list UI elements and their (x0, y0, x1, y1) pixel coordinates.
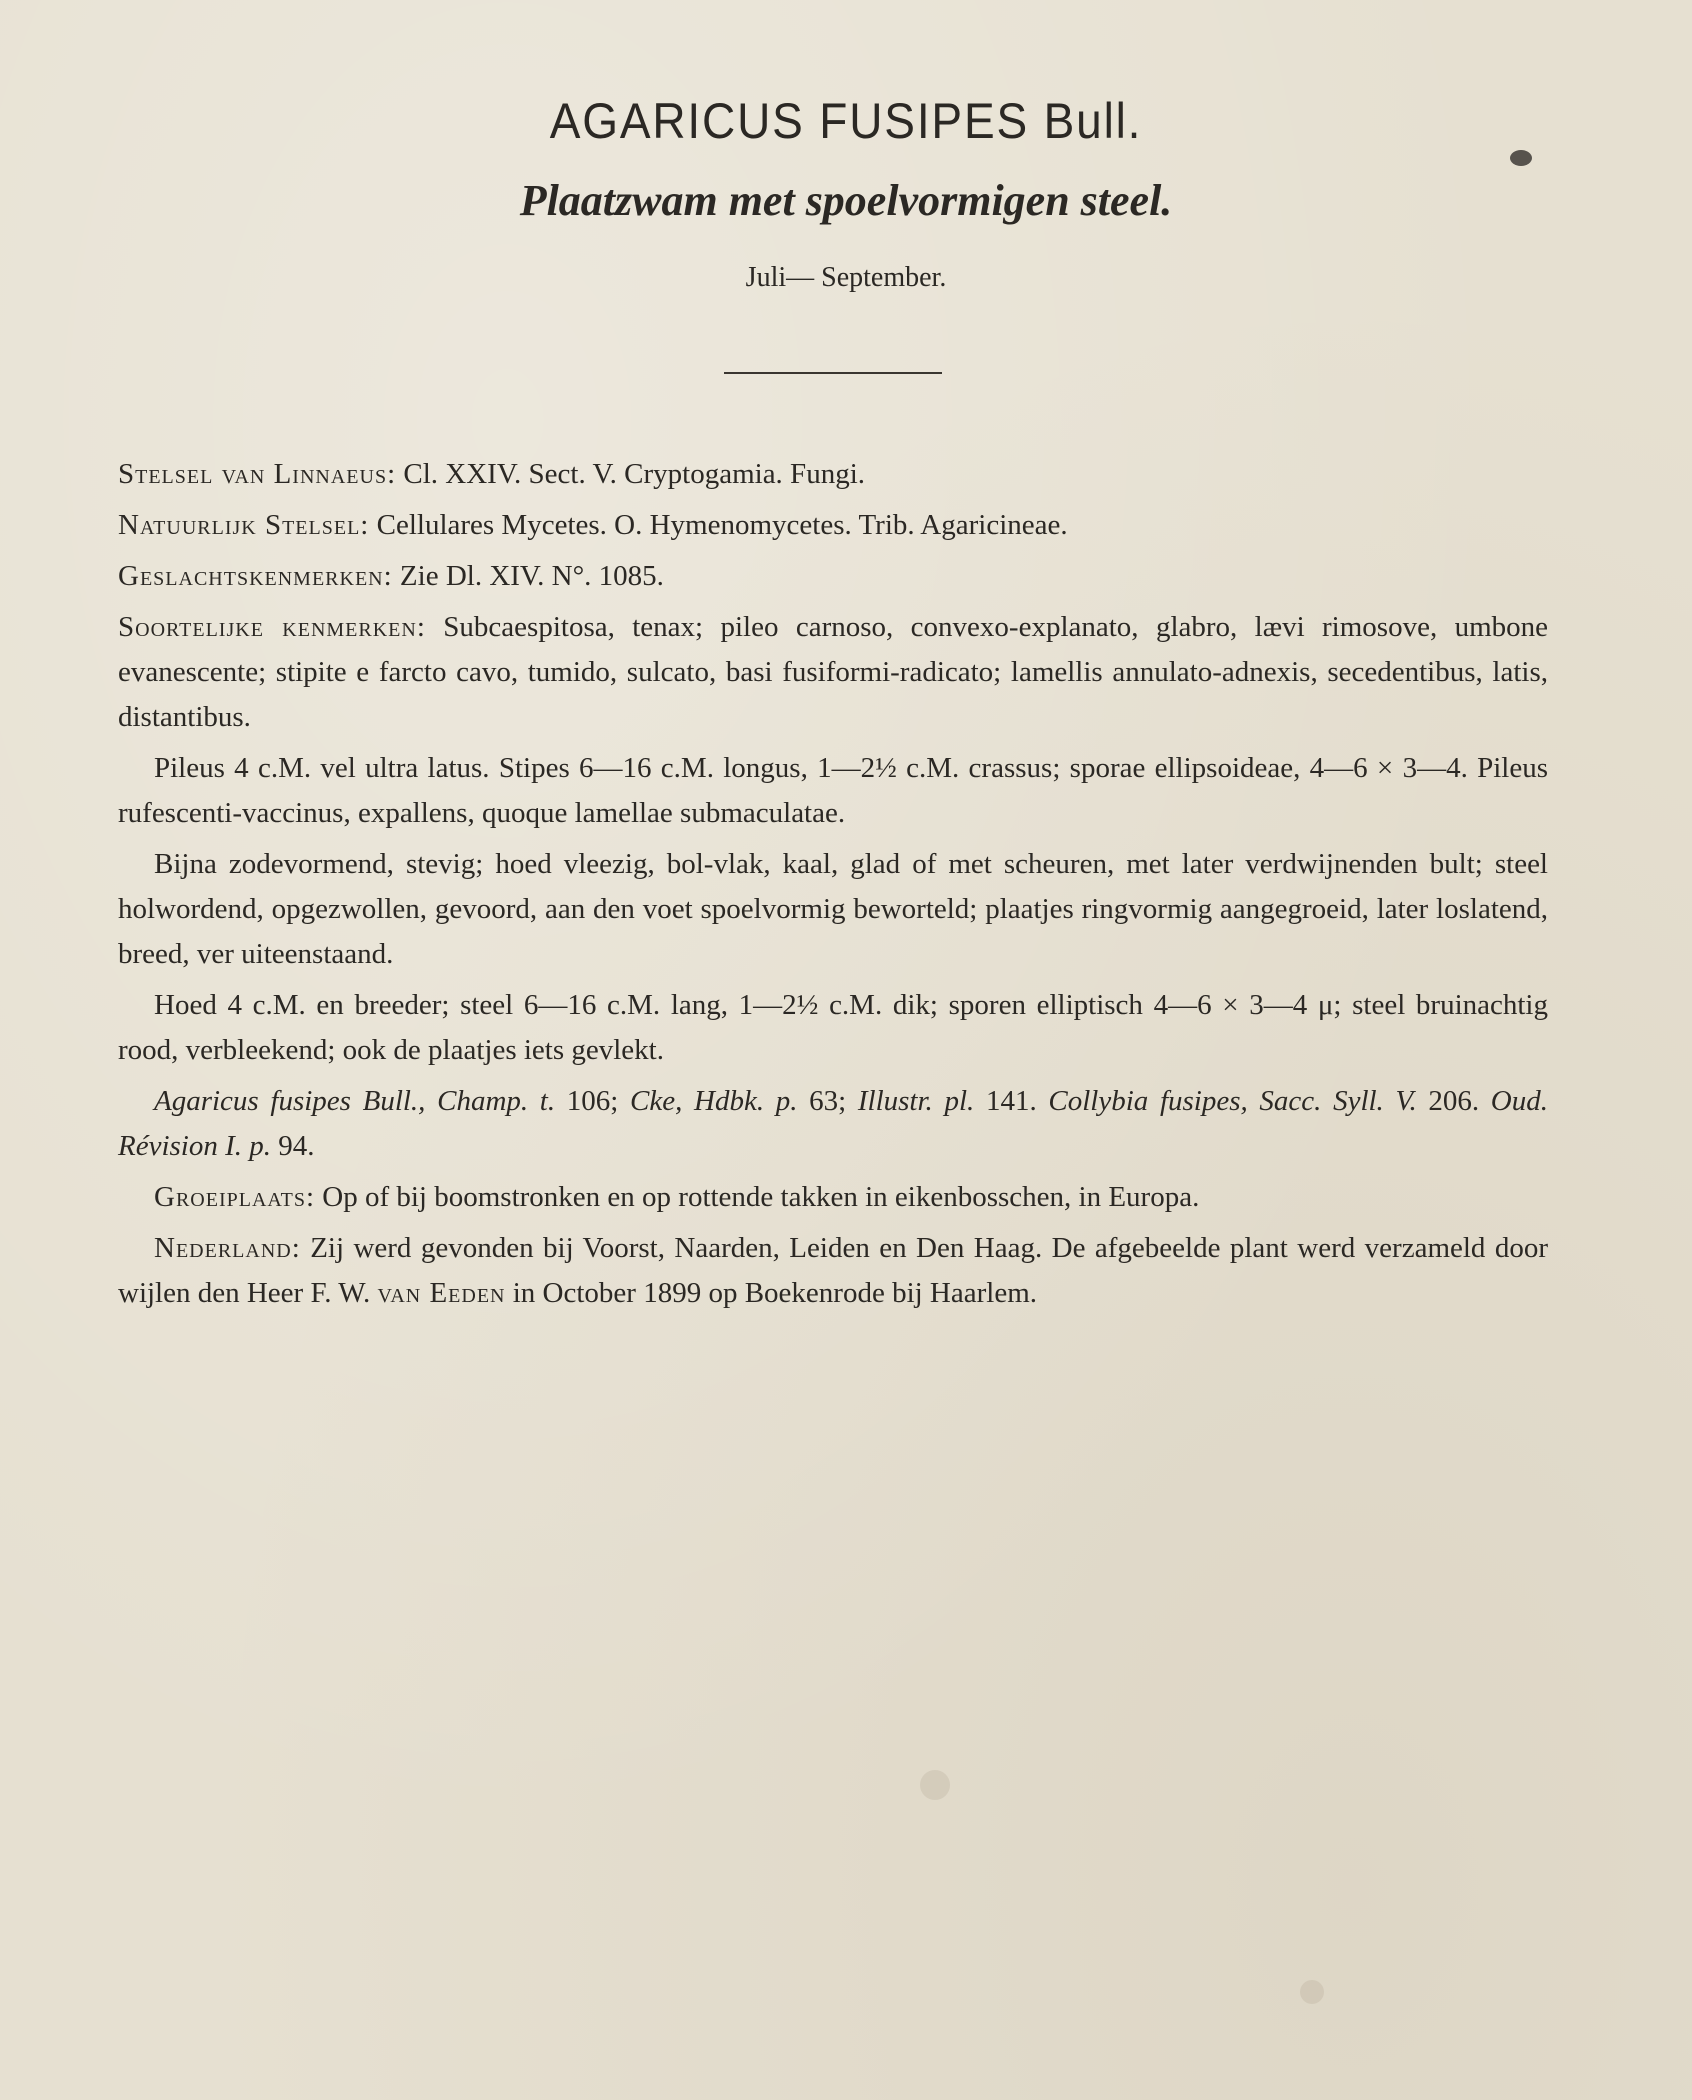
linnaeus-text: Cl. XXIV. Sect. V. Cryptogamia. Fungi. (403, 458, 865, 490)
flowering-period: Juli— September. (745, 262, 947, 293)
species-paragraph (118, 605, 1548, 740)
reference-number: 106; (555, 1085, 630, 1117)
page-title: AGARICUS FUSIPES Bull. (549, 93, 1143, 149)
page-subtitle: Plaatzwam met spoelvormigen steel. (519, 176, 1173, 225)
dutch-measurements-text: Hoed 4 c.M. en breeder; steel 6—16 c.M. lang, 1—2½ c.M. dik; sporen elliptisch 4—6 × 3—4 μ; steel bruinachtig rood, verbleekend; ook de plaatjes iets gevlekt. (118, 989, 1548, 1066)
reference-number: 206. (1416, 1085, 1491, 1117)
netherlands-paragraph (118, 1226, 1548, 1316)
genus-paragraph (118, 554, 1548, 599)
habitat-label: Groeiplaats: (154, 1181, 316, 1213)
species-text: Subcaespitosa, tenax; pileo carnoso, convexo-explanato, glabro, lævi rimosove, umbone evanescente; stipite e farcto cavo, tumido, sulcato, basi fusiformi-radicato; lamellis annulato-adnexis, secedentibus, latis, distantibus. (118, 611, 1549, 733)
reference-number: 141. (974, 1085, 1049, 1117)
reference-number: 94. (271, 1130, 315, 1162)
netherlands-text-2: in October 1899 op Boekenrode bij Haarlem. (512, 1277, 1038, 1309)
linnaeus-paragraph (118, 452, 1548, 497)
reference-illustr: Illustr. pl. (857, 1085, 975, 1117)
paper-stain (920, 1770, 950, 1800)
reference-number: 63; (797, 1085, 858, 1117)
pileus-paragraph (118, 746, 1548, 836)
reference-bulliard: Agaricus fusipes Bull., Champ. t. (154, 1085, 556, 1117)
collector-name: van Eeden (377, 1277, 506, 1309)
genus-text: Zie Dl. XIV. N°. 1085. (399, 560, 664, 592)
reference-saccardo: Collybia fusipes, Sacc. Syll. V. (1048, 1085, 1417, 1117)
habitat-text: Op of bij boomstronken en op rottende takken in eikenbosschen, in Europa. (322, 1181, 1200, 1213)
ink-speck (1510, 150, 1532, 166)
paper-stain (1300, 1980, 1324, 2004)
divider-rule (724, 372, 942, 374)
pileus-text: Pileus 4 c.M. vel ultra latus. Stipes 6—16 c.M. longus, 1—2½ c.M. crassus; sporae ellipsoideae, 4—6 × 3—4. Pileus rufescenti-vaccinus, expallens, quoque lamellae submaculatae. (118, 752, 1548, 829)
reference-oudemans: Oud. Révision I. p. (118, 1085, 1548, 1162)
dutch-description-text: Bijna zodevormend, stevig; hoed vleezig, bol-vlak, kaal, glad of met scheuren, met later verdwijnenden bult; steel holwordend, opgezwollen, gevoord, aan den voet spoelvormig beworteld; plaatjes ringvormig aangegroeid, later loslatend, breed, ver uiteenstaand. (118, 848, 1548, 970)
references-paragraph (118, 1079, 1548, 1169)
natural-system-paragraph (118, 503, 1548, 548)
linnaeus-label: Stelsel van Linnaeus: (118, 458, 397, 490)
genus-label: Geslachtskenmerken: (118, 560, 393, 592)
natural-system-label: Natuurlijk Stelsel: (118, 509, 370, 541)
dutch-measurements-paragraph (118, 983, 1548, 1073)
netherlands-text-1: Zij werd gevonden bij Voorst, Naarden, Leiden en Den Haag. De afgebeelde plant werd verzameld door wijlen den Heer F. W. (118, 1232, 1549, 1309)
document-body (118, 452, 1548, 1322)
dutch-description-paragraph (118, 842, 1548, 977)
habitat-paragraph (118, 1175, 1548, 1220)
reference-cooke: Cke, Hdbk. p. (630, 1085, 798, 1117)
netherlands-label: Nederland: (154, 1232, 301, 1264)
natural-system-text: Cellulares Mycetes. O. Hymenomycetes. Trib. Agaricineae. (376, 509, 1068, 541)
species-label: Soortelijke kenmerken: (118, 611, 426, 643)
